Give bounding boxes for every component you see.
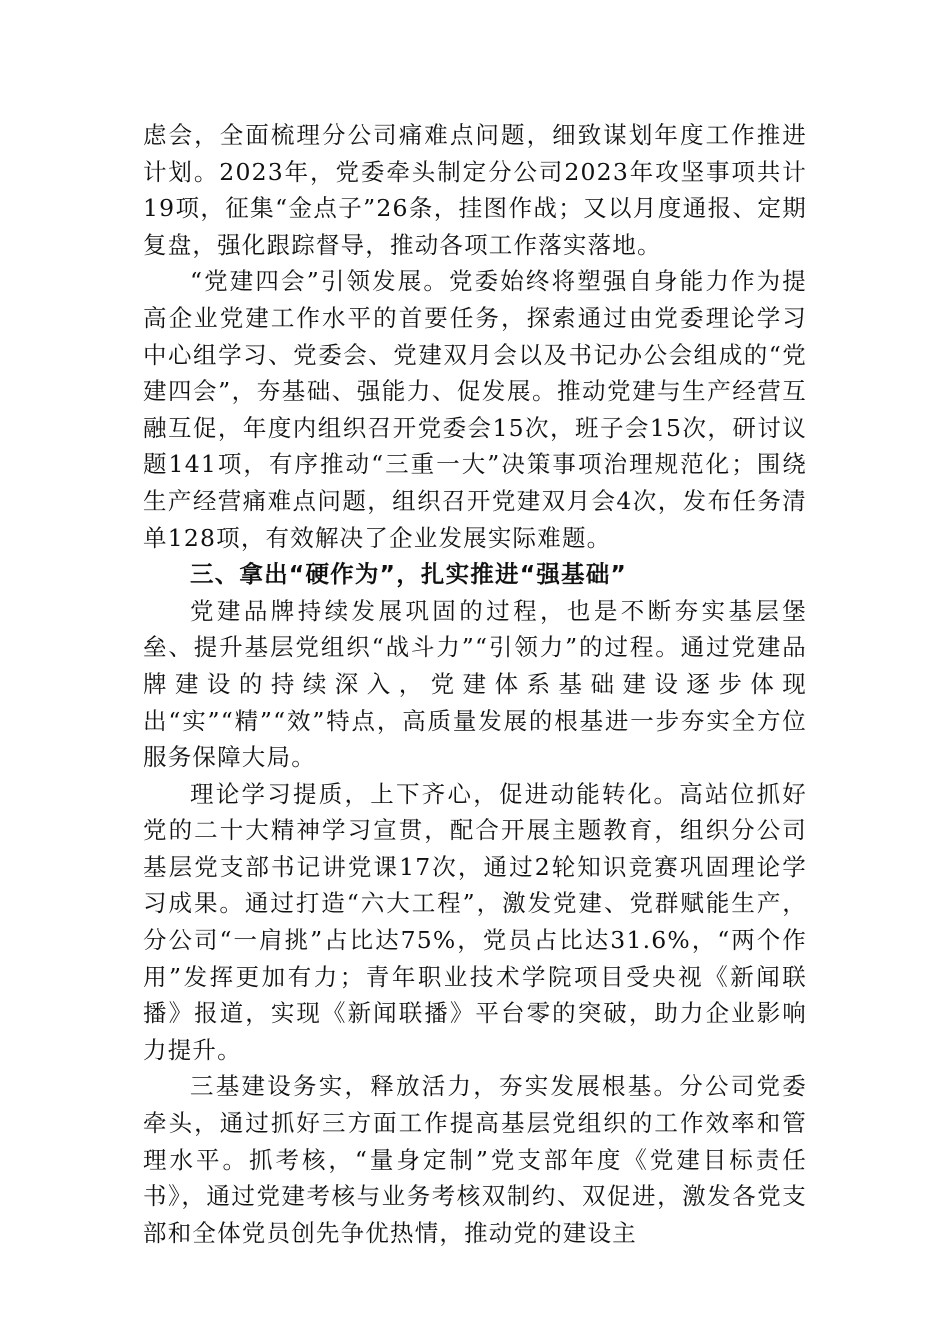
paragraph-three-basics: 三基建设务实，释放活力，夯实发展根基。分公司党委牵头，通过抓好三方面工作提高基层党组织的工作效率和管理水平。抓考核，“量身定制”党支部年度《党建目标责任书》，通过党建考核与业务考核双制约、双促进，激发各党支部和全体党员创先争优热情，推动党的建设主: [143, 1072, 807, 1247]
paragraph-party-four-meetings: “党建四会”引领发展。党委始终将塑强自身能力作为提高企业党建工作水平的首要任务，探索通过由党委理论学习中心组学习、党委会、党建双月会以及书记办公会组成的“党建四会”，夯基础、强能力、促发展。推动党建与生产经营互融互促，年度内组织召开党委会15次，班子会15次，研讨议题141项，有序推动“三重一大”决策事项治理规范化；围绕生产经营痛难点问题，组织召开党建双月会4次，发布任务清单128项，有效解决了企业发展实际难题。: [143, 267, 807, 552]
document-body: [143, 117, 807, 1251]
paragraph-continuation: 虑会，全面梳理分公司痛难点问题，细致谋划年度工作推进计划。2023年，党委牵头制定分公司2023年攻坚事项共计19项，征集“金点子”26条，挂图作战；又以月度通报、定期复盘，强化跟踪督导，推动各项工作落实落地。: [143, 121, 807, 259]
section-heading-three: 三、拿出“硬作为”，扎实推进“强基础”: [190, 560, 628, 589]
paragraph-brand-consolidation: 党建品牌持续发展巩固的过程，也是不断夯实基层堡垒、提升基层党组织“战斗力”“引领力”的过程。通过党建品牌建设的持续深入，党建体系基础建设逐步体现出“实”“精”“效”特点，高质量发展的根基进一步夯实全方位服务保障大局。: [143, 596, 807, 772]
paragraph-theory-study: 理论学习提质，上下齐心，促进动能转化。高站位抓好党的二十大精神学习宣贯，配合开展主题教育，组织分公司基层党支部书记讲党课17次，通过2轮知识竞赛巩固理论学习成果。通过打造“六大工程”，激发党建、党群赋能生产，分公司“一肩挑”占比达75%，党员占比达31.6%，“两个作用”发挥更加有力；青年职业技术学院项目受央视《新闻联播》报道，实现《新闻联播》平台零的突破，助力企业影响力提升。: [143, 779, 807, 1064]
